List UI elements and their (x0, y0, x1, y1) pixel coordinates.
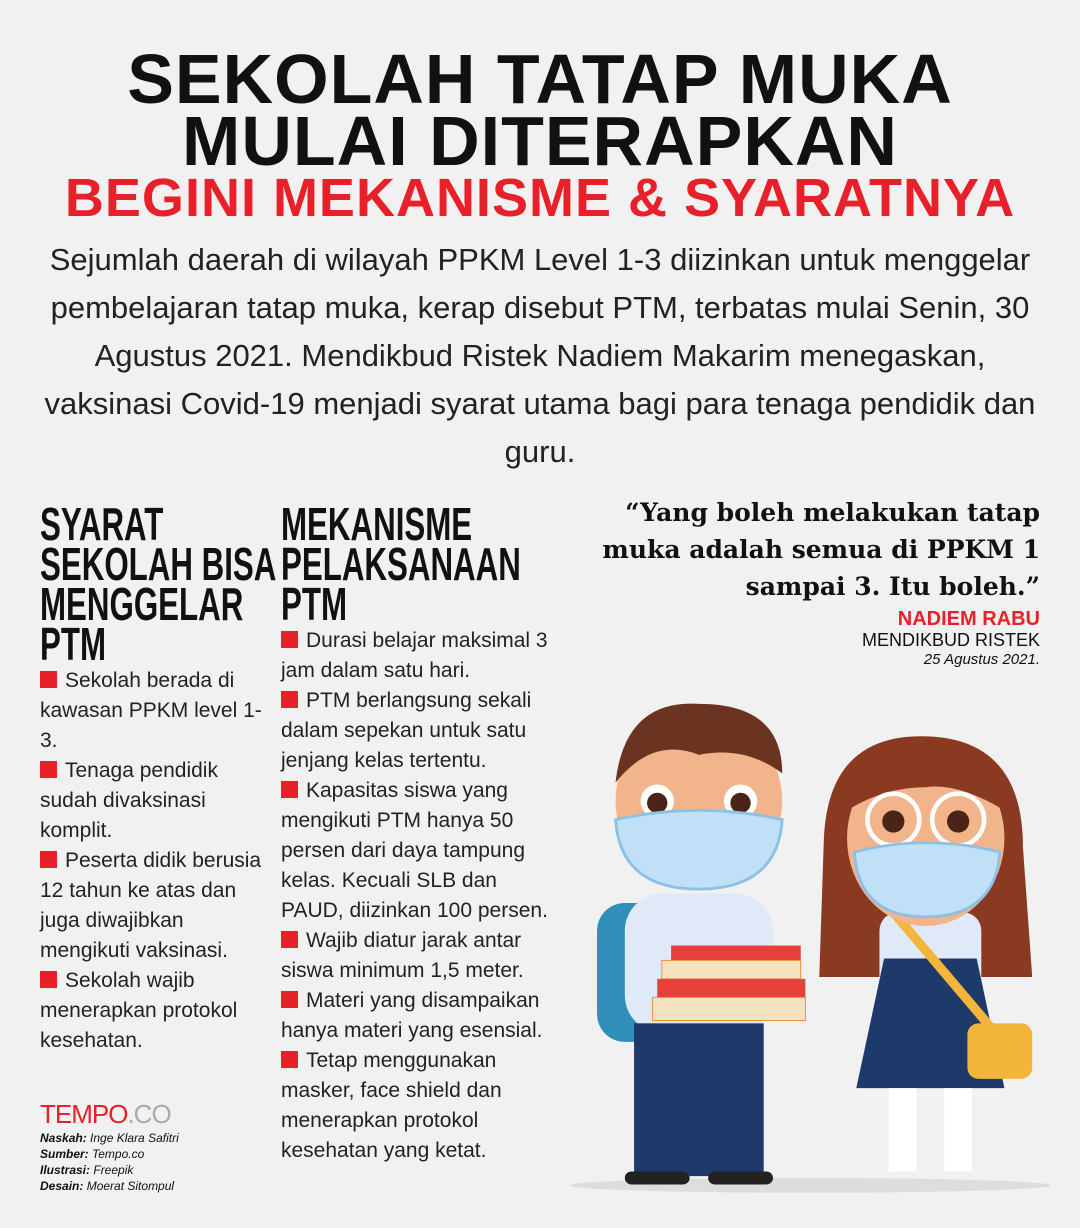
heading-line: SEKOLAH BISA (40, 538, 277, 590)
credit-value: Moerat Sitompul (86, 1179, 175, 1193)
credit-label: Desain: (40, 1179, 84, 1193)
credit-label: Naskah: (40, 1131, 87, 1145)
intro-paragraph: Sejumlah daerah di wilayah PPKM Level 1-3 diizinkan untuk menggelar pembelajaran tatap muka, kerap disebut PTM, terbatas mulai Senin, 30 Agustus 2021. Mendikbud Ristek Nadiem Makarim menegaskan, vaksinasi Covid-19 menjadi syarat utama bagi para tenaga pendidik dan guru. (44, 242, 1036, 469)
quote-date: 25 Agustus 2021. (923, 651, 1040, 668)
tempo-logo (40, 1100, 171, 1128)
credit-line (40, 1146, 179, 1162)
title-line-1: SEKOLAH TATAP MUKA (127, 40, 953, 118)
credit-line (40, 1130, 179, 1146)
quote-text: “Yang boleh melakukan tatap muka adalah semua di PPKM 1 sampai 3. Itu boleh.” (602, 498, 1040, 601)
list-item: Durasi belajar maksimal 3 jam dalam satu hari. (281, 626, 553, 686)
list-item: Tenaga pendidik sudah divaksinasi komplit. (40, 756, 268, 846)
heading-line: SYARAT (40, 498, 164, 550)
mekanisme-heading (281, 498, 521, 630)
credit-value: Freepik (93, 1163, 134, 1177)
heading-line: PTM (281, 578, 348, 630)
credit-label: Sumber: (40, 1147, 89, 1161)
list-item: Wajib diatur jarak antar siswa minimum 1,5 meter. (281, 926, 553, 986)
credit-value: Tempo.co (92, 1147, 145, 1161)
syarat-heading (40, 498, 277, 670)
list-item: Sekolah wajib menerapkan protokol kesehatan. (40, 966, 268, 1056)
logo-suffix: .CO (127, 1099, 171, 1129)
girl-illustration (819, 736, 1032, 1171)
credit-line (40, 1178, 179, 1194)
heading-line: PELAKSANAAN (281, 538, 521, 590)
list-item: Materi yang disampaikan hanya materi yang esensial. (281, 986, 553, 1046)
list-item: Peserta didik berusia 12 tahun ke atas dan juga diwajibkan mengikuti vaksinasi. (40, 846, 268, 966)
credit-value: Inge Klara Safitri (90, 1131, 179, 1145)
list-item: Sekolah berada di kawasan PPKM level 1-3. (40, 666, 268, 756)
heading-line: MENGGELAR (40, 578, 244, 630)
list-item: Kapasitas siswa yang mengikuti PTM hanya 50 persen dari daya tampung kelas. Kecuali SLB dan PAUD, diizinkan 100 persen. (281, 776, 553, 926)
mekanisme-list (281, 626, 553, 1166)
logo-main: TEMPO (40, 1099, 128, 1129)
syarat-list (40, 666, 268, 1056)
credit-line (40, 1162, 179, 1178)
heading-line: PTM (40, 618, 107, 670)
quote-author: NADIEM RABU (897, 608, 1040, 630)
students-illustration (560, 680, 1060, 1200)
quote-role: MENDIKBUD RISTEK (861, 630, 1040, 650)
credit-label: Ilustrasi: (40, 1163, 91, 1177)
credits (40, 1130, 179, 1194)
list-item: PTM berlangsung sekali dalam sepekan untuk satu jenjang kelas tertentu. (281, 686, 553, 776)
title-line-2: MULAI DITERAPKAN (182, 102, 898, 180)
heading-line: MEKANISME (281, 498, 473, 550)
boy-illustration (597, 704, 805, 1185)
list-item: Tetap menggunakan masker, face shield dan menerapkan protokol kesehatan yang ketat. (281, 1046, 553, 1166)
subtitle: BEGINI MEKANISME & SYARATNYA (64, 168, 1016, 228)
